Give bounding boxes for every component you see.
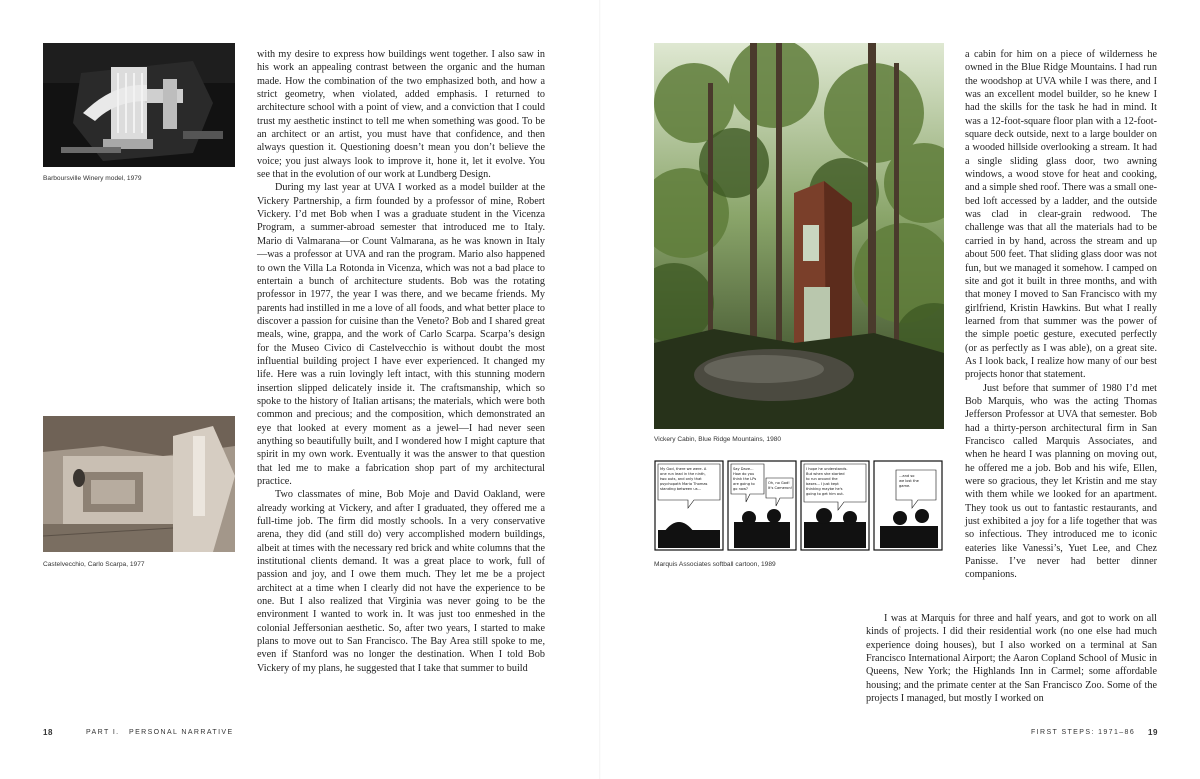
svg-text:Oh, no God!: Oh, no God! [768,481,790,485]
svg-text:think the LPs: think the LPs [733,477,757,481]
cartoon-strip [654,460,944,551]
cartoon-caption: Marquis Associates softball cartoon, 1989 [654,561,776,568]
vickery-cabin-photo [654,43,944,429]
right-narrow-column [965,48,1157,582]
castelvecchio-illustration [43,416,235,552]
paragraph: Just before that summer of 1980 I’d met Bob Marquis, who was the acting Thomas Jefferson Professor at UVA that semester. Bob had a thirty-person architectural firm in San Francisco called Marquis Associates, and when he heard I was planning on moving out, he offered me a job. Bob and his wife, Ellen, were so gracious, they let Kristin and me stay with them while we looked for an apartment. They took us out to fantastic restaurants, and just exhibited a joy for a life together that was so infectious. They introduced me to iconic eateries like Vanessi’s, Yuet Lee, and Chez Panisse. I’ve never had better dinner companions. [965,382,1157,581]
running-head-right-section: FIRST STEPS: 1971–86 [1031,729,1136,736]
svg-text:...and so: ...and so [899,474,915,478]
vickery-cabin-caption: Vickery Cabin, Blue Ridge Mountains, 1980 [654,436,782,443]
svg-text:are going to: are going to [733,482,755,486]
svg-text:standing between us...: standing between us... [660,487,702,491]
paragraph: with my desire to express how buildings went together. I also saw in his work an appealing contrast between the organic and the human made. How the combination of the two emphasized both, and how a strict geometry, when violated, added emphasis. I returned to architecture school with a point of view, and a conviction that I could trust my aesthetic instinct to tell me when something was good. To be an architect or an artist, you must have that confidence, and then always question it. Questioning doesn’t mean you don’t believe the voice; you just always look to improve it, hone it, let it evolve. You see that in the evolution of our work at Lundberg Design. [257,49,545,181]
paragraph: Two classmates of mine, Bob Moje and David Oakland, were already working at Vickery, and after I graduated, they offered me a full-time job. The firm did mostly schools. In a very conservative arena, they did (and still do) very accomplished modern buildings, albeit at times with the necessary red brick and white columns that the institutional clients demand. It was a great place to work, full of passion and joy, and I owe them much. They let me be a project architect at a time when I clearly did not have the experience to be one. But I also realized that Virginia was never going to be the environment I wanted to work in. It was just too enmeshed in the colonial Jeffersonian aesthetic. So, after two years, I started to make plans to move out to San Francisco. The Bay Area still spoke to me, even if Stanford was no longer the destination. When I told Bob Vickery of my plans, he suggested that I take that summer to build [257,489,545,674]
barboursville-caption: Barboursville Winery model, 1979 [43,175,142,182]
paragraph: I was at Marquis for three and half years, and got to work on all kinds of projects. I did their residential work (no one else had much experience doing houses), but I also worked on a terminal at San Francisco International Airport; the Aaron Copland School of Music in Queens, New York; the Highlands Inn in Carmel; some affordable housing; and the primate center at the San Francisco Zoo. Some of the projects I managed, but mostly I worked on [866,613,1157,705]
paragraph: a cabin for him on a piece of wilderness he owned in the Blue Ridge Mountains. I had run the woodshop at UVA while I was there, and I was an excellent model builder, so he knew I had the skills for the task he had in mind. It was a 12-foot-square floor plan with a 12-foot-square deck outside, next to a large boulder on a wooded hillside overlooking a stream. It had a single sliding glass door, two awning windows, a wood stove for heat and cooking, and a simple shed roof. There was a small one-bed loft accessed by a ladder, and the outside was clad in clear-grain redwood. The challenge was that all the materials had to be carried in by hand, across the stream and up about 500 feet. That sliding glass door was not fun, but we managed it somehow. I camped on site and got it built in three months, and with that money I moved to San Francisco with my girlfriend, Kristin Hawkins. But what I really learned from that summer was the power of the simple poetic gesture, executed perfectly (or as perfectly as I was able), on a great site. As I look back, I realize how many of our best projects honor that statement. [965,49,1157,381]
running-head-part: PART I. [86,729,120,736]
left-text-column [257,48,545,675]
svg-text:game.: game. [899,484,911,488]
svg-text:go now?: go now? [733,487,748,491]
svg-text:My God, there we were. A: My God, there we were. A [660,467,707,471]
svg-text:thinking maybe he's: thinking maybe he's [806,487,843,491]
castelvecchio-photo [43,416,235,552]
svg-text:psychopath Maria Thomas: psychopath Maria Thomas [660,482,708,486]
castelvecchio-caption: Castelvecchio, Carlo Scarpa, 1977 [43,561,145,568]
svg-text:we lost the: we lost the [899,479,919,483]
barboursville-model-photo [43,43,235,167]
svg-text:going to get him out.: going to get him out. [806,492,844,496]
svg-text:bases... I just kept: bases... I just kept [806,482,839,486]
svg-text:But when she started: But when she started [806,472,845,476]
svg-text:I hope he understands.: I hope he understands. [806,467,848,471]
barboursville-model-illustration [43,43,235,167]
svg-text:It's Cameron!: It's Cameron! [768,486,793,490]
softball-cartoon [654,460,944,551]
vickery-cabin-illustration [654,43,944,429]
paragraph: During my last year at UVA I worked as a model builder at the Vickery Partnership, a firm founded by a professor of mine, Robert Vickery. I’d met Bob when I was a graduate student in the Vicenza Program, a summer-abroad semester that introduced me to Italy. Mario di Valmarana—or Count Valmarana, as he was known in Italy—was a professor at UVA and ran the program. Mario also happened to own the Villa La Rotonda in Vicenza, which was not a bad place to entertain a bunch of architecture students. Bob was the rotating professor in 1977, the year I was there, and we became friends. My parents had instilled in me a love of all foods, and what better place to discover a passion for cuisine than the Veneto? Bob and I shared great meals, wine, grappa, and the work of Carlo Scarpa. Scarpa’s design for the Museo Civico di Castelvecchio is without doubt the most influential building project I have ever experienced. It changed my life. Here was a ruin lovingly left intact, with this stunning modern insertion slipped delicately inside it. The craftsmanship, which so spoke to the history of Italian artisans; the materials, which were both common and precious; and the composition, which demonstrated an eye that looked at every moment as a jewel—I had never seen anything so beautifully built, and I wondered how I might capture that spirit in my own work. Eventually it was the answer to that question that led me to make a fabrication shop part of my architectural practice. [257,182,545,487]
running-head-section: PERSONAL NARRATIVE [129,729,234,736]
svg-text:Say Dave...: Say Dave... [733,467,754,471]
svg-text:one run lead in the ninth,: one run lead in the ninth, [660,472,706,476]
page-number-left: 18 [43,728,53,737]
page-number-right: 19 [1148,728,1158,737]
right-wide-column [866,612,1157,705]
svg-text:How do you: How do you [733,472,755,476]
svg-text:to run around the: to run around the [806,477,838,481]
svg-text:two outs, and only that: two outs, and only that [660,477,702,481]
